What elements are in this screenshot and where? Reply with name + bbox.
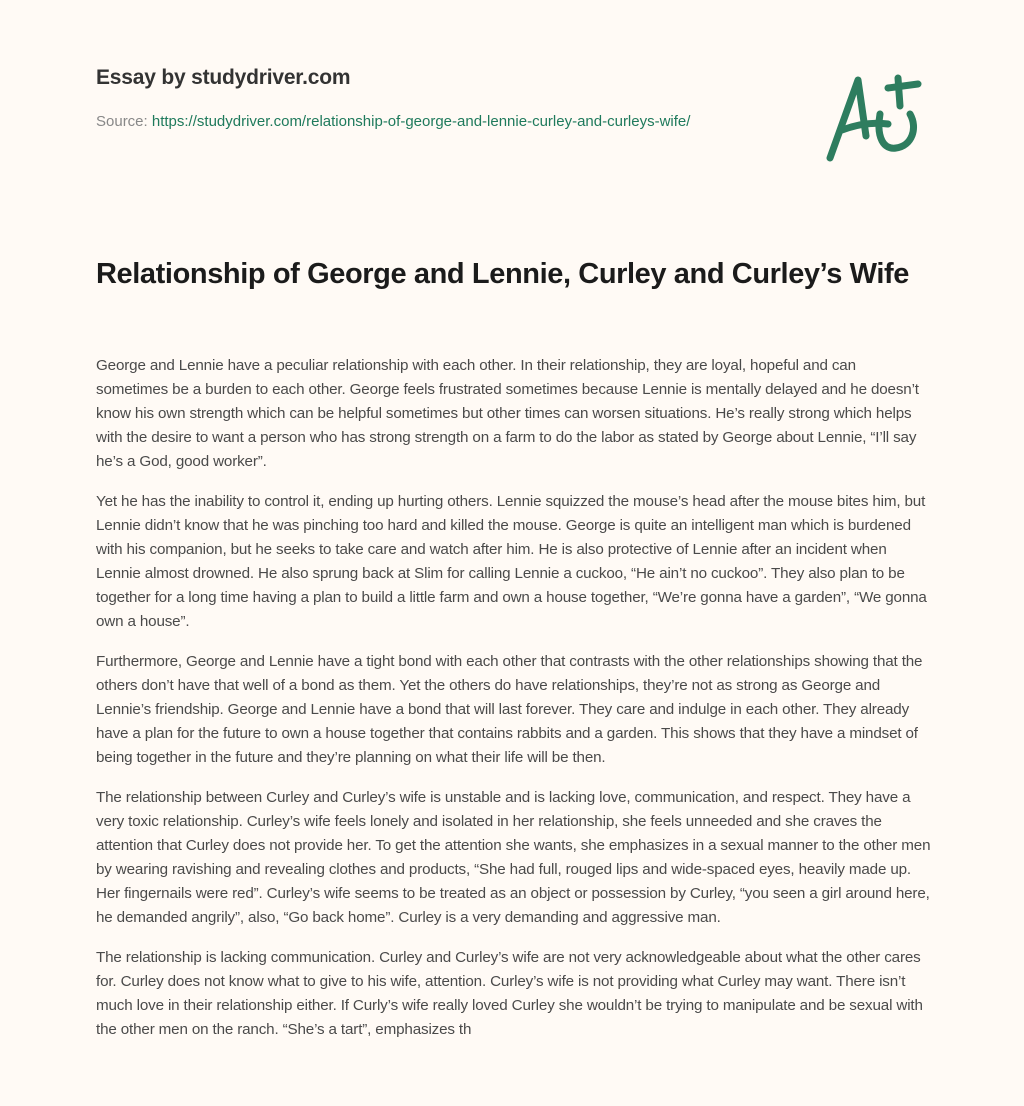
paragraph: The relationship is lacking communication. Curley and Curley’s wife are not very acknowledgeable about what the other cares for. Curley does not know what to give to his wife, attention. Curley’s wife is not providing what Curley may want. There isn’t much love in their relationship either. If Curly’s wife really loved Curley she wouldn’t be trying to manipulate and be sexual with the other men on the ranch. “She’s a tart”, emphasizes th (96, 949, 923, 1038)
paragraph: George and Lennie have a peculiar relationship with each other. In their relationship, they are loyal, hopeful and can sometimes be a burden to each other. George feels frustrated sometimes because Lennie is mentally delayed and he doesn’t know his own strength which can be helpful sometimes but other times can worsen situations. He’s really strong which helps with the desire to want a person who has strong strength on a farm to do the labor as stated by George about Lennie, “I’ll say he’s a God, good worker”. (96, 357, 919, 470)
source-label: Source: (96, 113, 152, 130)
a-plus-grade-icon (818, 66, 928, 166)
source-link[interactable]: https://studydriver.com/relationship-of-george-and-lennie-curley-and-curleys-wife/ (151, 113, 691, 130)
paragraph: Yet he has the inability to control it, ending up hurting others. Lennie squizzed the mouse’s head after the mouse bites him, but Lennie didn’t know that he was pinching too hard and killed the mouse. George is quite an intelligent man which is burdened with his companion, but he seeks to take care and watch after him. He is also protective of Lennie after an incident when Lennie almost drowned. He also sprung back at Slim for calling Lennie a cuckoo, “He ain’t no cuckoo”. They also plan to be together for a long time having a plan to build a little farm and own a house together, “We’re gonna have a garden”, “We gonna own a house”. (96, 493, 927, 630)
paragraph: Furthermore, George and Lennie have a tight bond with each other that contrasts with the other relationships showing that the others don’t have that well of a bond as them. Yet the others do have relationships, they’re not as strong as George and Lennie’s friendship. George and Lennie have a bond that will last forever. They care and indulge in each other. They already have a plan for the future to own a house together that contains rabbits and a garden. This shows that they have a mindset of being together in the future and they’re planning on what their life will be then. (96, 653, 923, 766)
paragraph: The relationship between Curley and Curley’s wife is unstable and is lacking love, communication, and respect. They have a very toxic relationship. Curley’s wife feels lonely and isolated in her relationship, she feels unneeded and she craves the attention that Curley does not provide her. To get the attention she wants, she emphasizes in a sexual manner to the other men by wearing ravishing and revealing clothes and products, “She had full, rouged lips and wide-spaced eyes, heavily made up. Her fingernails were red”. Curley’s wife seems to be treated as an object or possession by Curley, “you seen a girl around here, he demanded angrily”, also, “Go back home”. Curley is a very demanding and aggressive man. (96, 789, 931, 926)
essay-body (96, 354, 932, 1058)
brand-title: Essay by studydriver.com (96, 66, 351, 89)
page-header (96, 64, 736, 134)
essay-title: Relationship of George and Lennie, Curley and Curley’s Wife (96, 258, 909, 290)
source-line (96, 110, 736, 134)
